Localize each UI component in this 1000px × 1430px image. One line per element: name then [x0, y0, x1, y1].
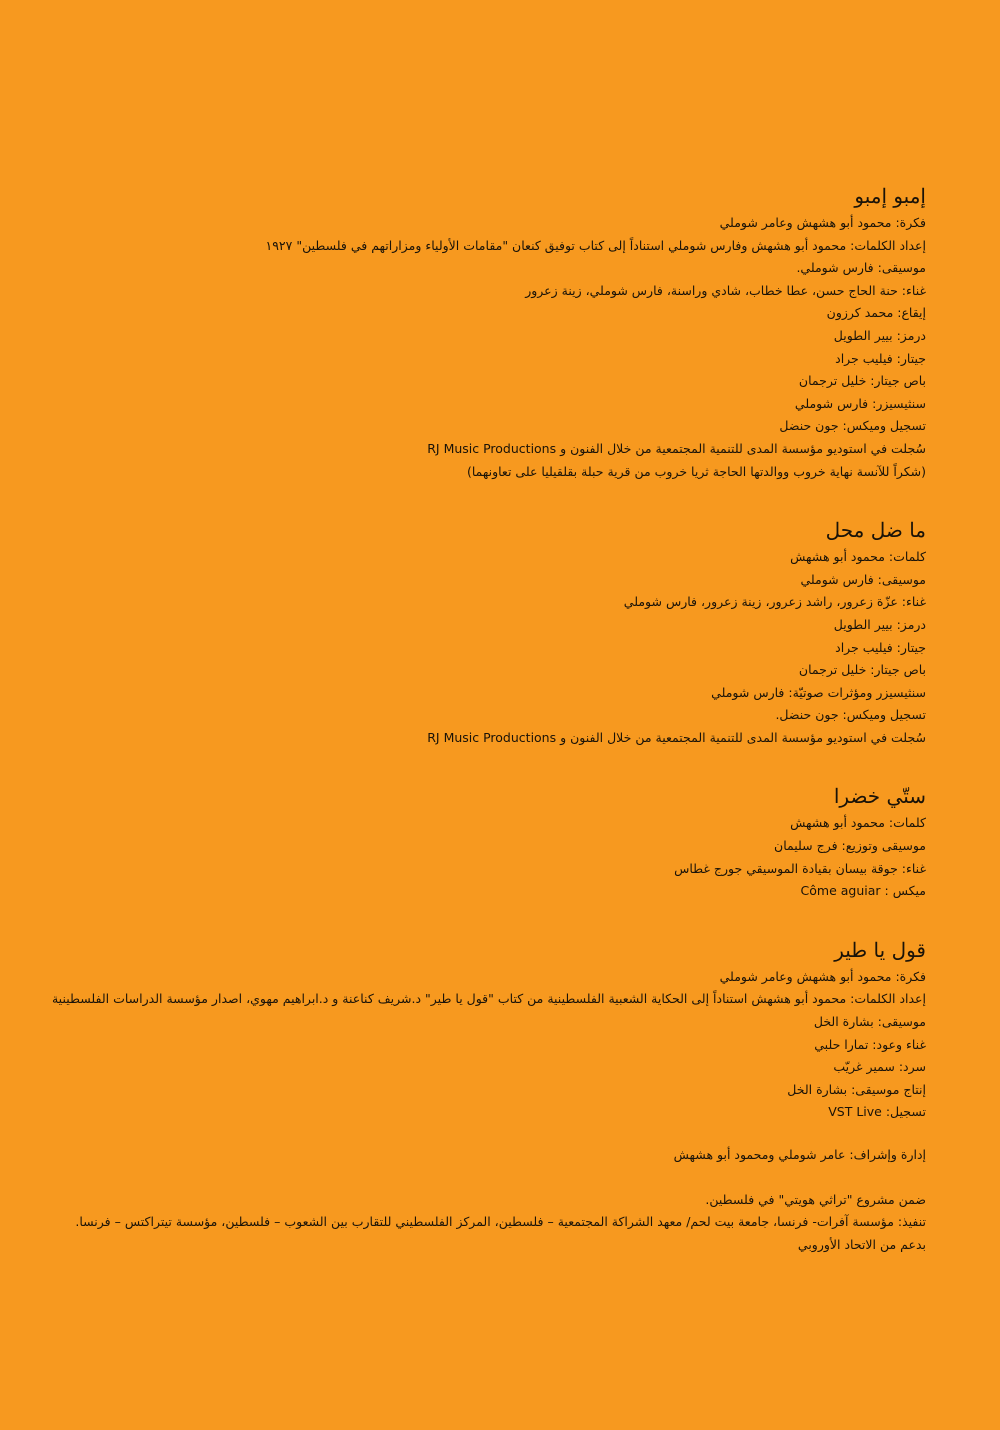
credit-mix: ميكس : Côme aguiar: [800, 883, 926, 899]
credit-music: موسيقى: فارس شوملي.: [796, 260, 926, 276]
credit-percussion: إيقاع: محمد كرزون: [826, 305, 926, 321]
credit-lyrics: كلمات: محمود أبو هشهش: [790, 549, 926, 565]
credit-lyrics-prep: إعداد الكلمات: محمود أبو هشهش استناداً إلى الحكاية الشعبية الفلسطينية من كتاب "قول يا طير" د.شريف كناعنة و د.ابراهيم مهوي، اصدار مؤسسة الدراسات الفلسطينية: [51, 991, 926, 1007]
footer-project-info: [75, 1189, 926, 1257]
credit-studio: سُجلت في استوديو مؤسسة المدى للتنمية المجتمعية من خلال الفنون و RJ Music Productions: [427, 729, 926, 745]
song-section-ma-dal-mahal: [106, 514, 926, 749]
credit-music: موسيقى: بشارة الخل: [813, 1014, 926, 1030]
credit-idea: فكرة: محمود أبو هشهش وعامر شوملي: [719, 215, 926, 230]
credits-page: [51, 180, 926, 1256]
footer-admin: [106, 1144, 926, 1167]
credit-recording-mix: تسجيل وميكس: جون حنضل: [779, 418, 926, 434]
credit-music-production: إنتاج موسيقى: بشارة الخل: [787, 1081, 926, 1097]
credit-recording: تسجيل: VST Live: [828, 1104, 926, 1120]
credit-idea: فكرة: محمود أبو هشهش وعامر شوملي: [719, 968, 926, 984]
execution-line: تنفيذ: مؤسسة آفرات- فرنسا، جامعة بيت لحم/ معهد الشراكة المجتمعية – فلسطين، المركز الفلسطيني للتقارب بين الشعوب – فلسطين، مؤسسة تيتراكتس – فرنسا.: [75, 1214, 926, 1230]
credit-guitar: جيتار: فيليب جراد: [835, 350, 926, 366]
credit-vocals: غناء: جوقة بيسان بقيادة الموسيقي جورج غطاس: [674, 860, 926, 876]
credit-bass-guitar: باص جيتار: خليل ترجمان: [798, 662, 926, 678]
credit-studio: سُجلت في استوديو مؤسسة المدى للتنمية المجتمعية من خلال الفنون و RJ Music Productions: [427, 440, 926, 456]
credit-music-arrangement: موسيقى وتوزيع: فرج سليمان: [774, 838, 926, 854]
credit-synth-effects: سنثيسيزر ومؤثرات صوتيّة: فارس شوملي: [711, 684, 926, 700]
credits-list: [51, 966, 926, 1124]
credit-vocals-oud: غناء وعود: تمارا حلبي: [814, 1036, 926, 1052]
credits-list: [106, 546, 926, 749]
credits-list: [106, 812, 926, 902]
song-section-qul-ya-tair: [51, 934, 926, 1124]
credit-guitar: جيتار: فيليب جراد: [835, 639, 926, 655]
support-line: بدعم من الاتحاد الأوروبي: [797, 1236, 926, 1252]
credit-lyrics-prep: إعداد الكلمات: محمود أبو هشهش وفارس شوملي استناداً إلى كتاب توفيق كنعان "مقامات الأولياء ومزاراتهم في فلسطين" ١٩٢٧: [265, 237, 926, 253]
song-title: ما ضل محل: [825, 518, 926, 543]
credit-thanks: (شكراً للآنسة نهاية خروب ووالدتها الحاجة ثريا خروب من قرية حبلة بقلقيليا على تعاونهما): [466, 463, 926, 479]
credit-vocals: غناء: عزّة زعرور، راشد زعرور، زينة زعرور، فارس شوملي: [623, 594, 926, 610]
credit-music: موسيقى: فارس شوملي: [800, 571, 926, 587]
song-title: قول يا طير: [834, 937, 926, 962]
song-title: ستّي خضرا: [833, 784, 926, 809]
credit-vocals: غناء: حنة الحاج حسن، عطا خطاب، شادي وراسنة، فارس شوملي، زينة زعرور: [525, 282, 926, 298]
song-section-sitti-khadra: [106, 780, 926, 902]
credit-synthesizer: سنثيسيزر: فارس شوملي: [794, 395, 926, 411]
credit-drums: درمز: بيير الطويل: [833, 327, 926, 343]
credit-narration: سرد: سمير غريّب: [833, 1059, 926, 1075]
admin-credit: إدارة وإشراف: عامر شوملي ومحمود أبو هشهش: [673, 1147, 926, 1162]
project-line: ضمن مشروع "تراثي هويتي" في فلسطين.: [705, 1191, 926, 1207]
credit-drums: درمز: بيير الطويل: [833, 616, 926, 632]
credits-list: [106, 212, 926, 483]
credit-recording-mix: تسجيل وميكس: جون حنضل.: [775, 707, 926, 723]
credit-lyrics: كلمات: محمود أبو هشهش: [790, 815, 926, 831]
credit-bass-guitar: باص جيتار: خليل ترجمان: [798, 373, 926, 389]
song-title: إمبو إمبو: [854, 184, 926, 208]
song-section-imbo-imbo: [106, 180, 926, 483]
